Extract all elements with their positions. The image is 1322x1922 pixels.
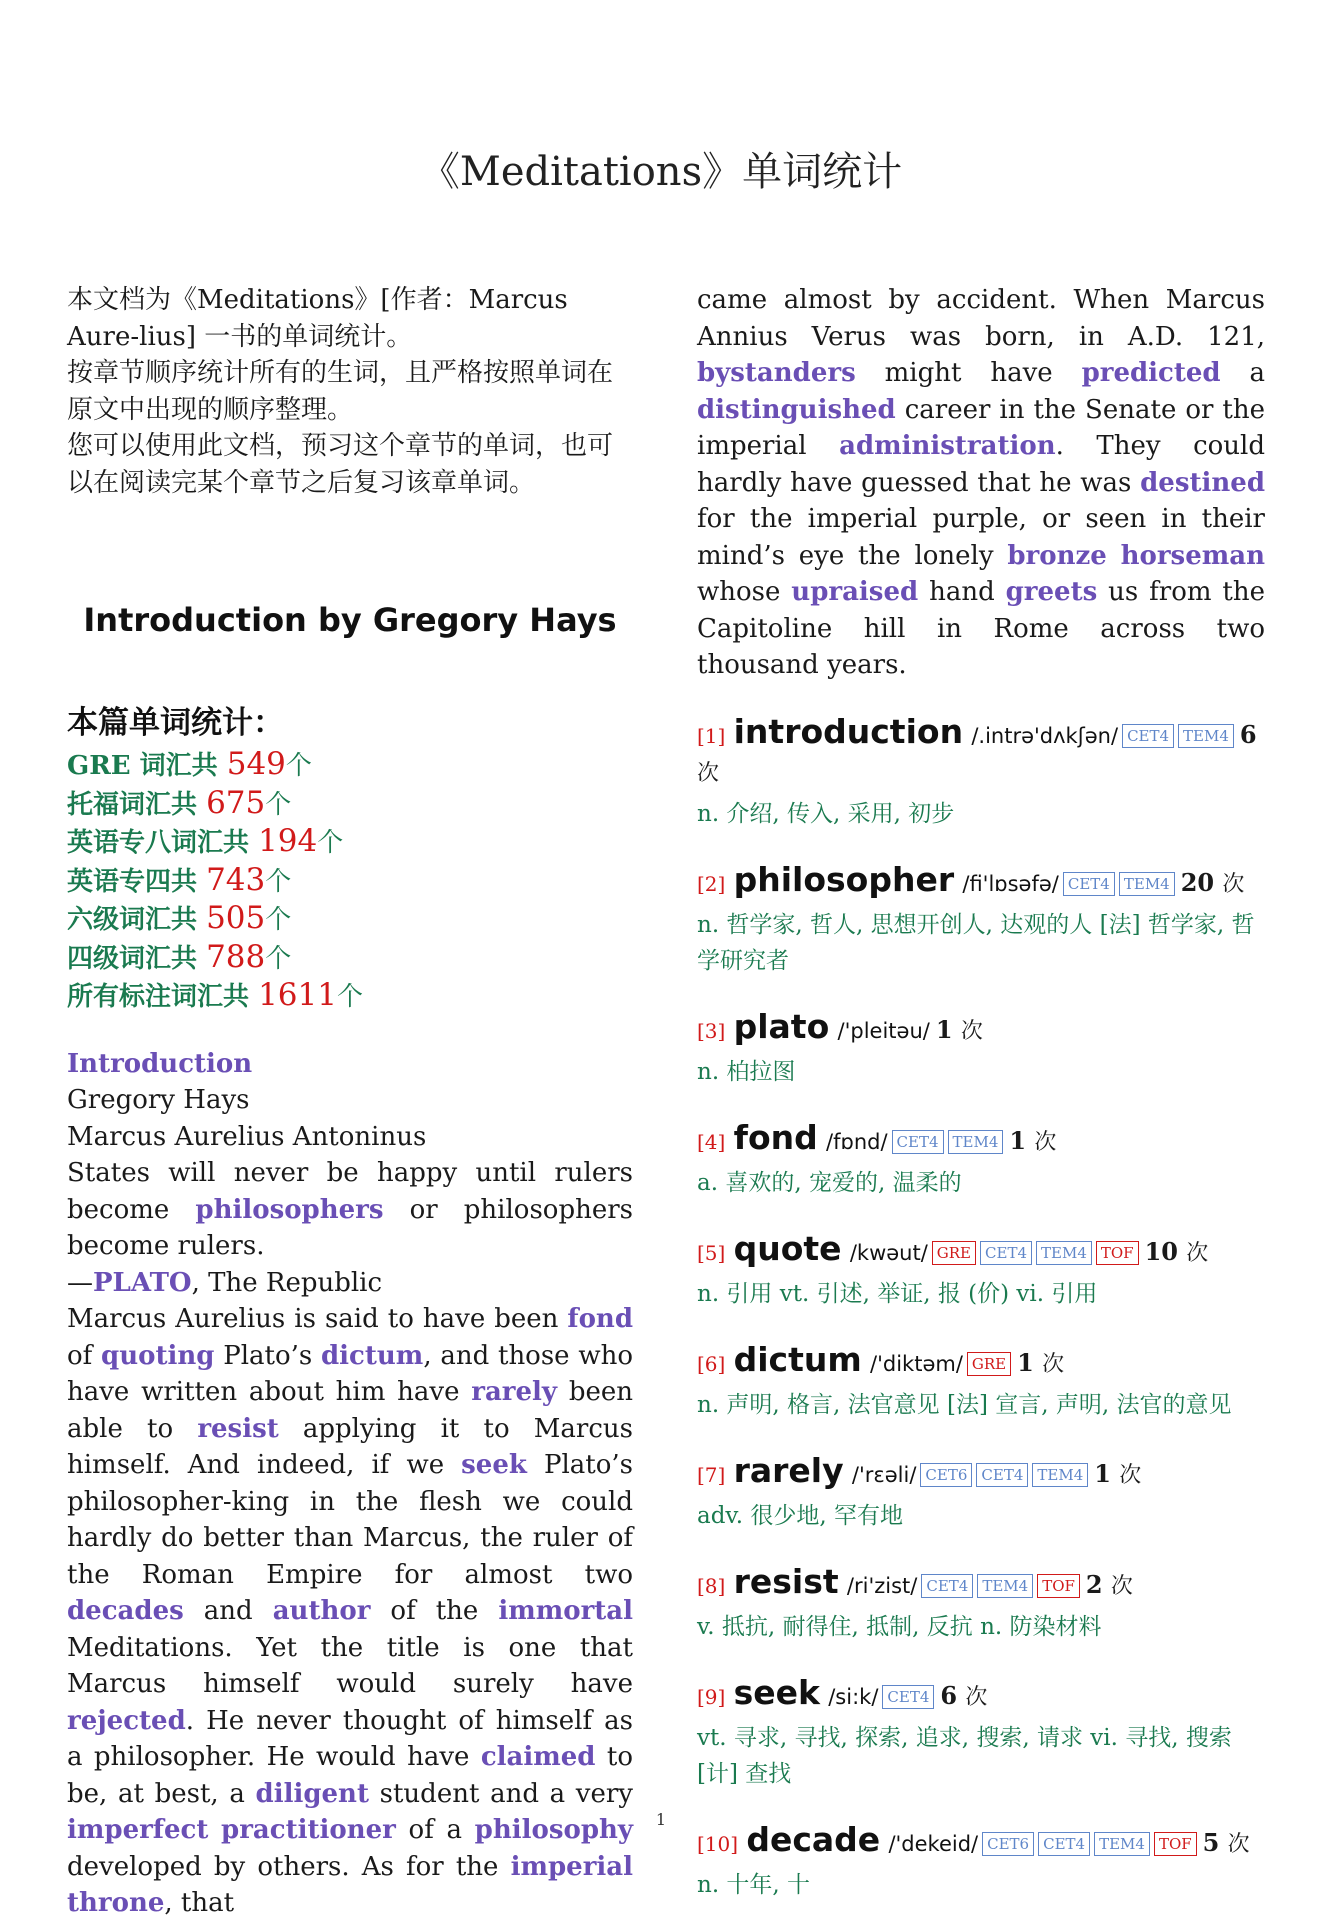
stat-row xyxy=(67,939,633,978)
text-run: Marcus Aurelius is said to have been xyxy=(67,1304,568,1334)
vocab-entry-head xyxy=(697,1339,1265,1383)
epigraph-text: or philosophers become rulers. xyxy=(67,1194,633,1261)
stat-row xyxy=(67,977,633,1016)
entry-phonetic: /.intrə'dʌkʃən/ xyxy=(971,723,1119,748)
entry-word: fond xyxy=(733,1117,818,1157)
entry-definition: n. 哲学家, 哲人, 思想开创人, 达观的人 [法] 哲学家, 哲学研究者 xyxy=(697,911,1255,974)
entry-count-unit: 次 xyxy=(960,1018,983,1044)
vocab-entry-head xyxy=(697,1450,1265,1494)
text-run: of the xyxy=(370,1596,499,1626)
entry-word: philosopher xyxy=(733,859,955,899)
keyword: horseman xyxy=(1120,540,1265,571)
entry-definition: v. 抵抗, 耐得住, 抵制, 反抗 n. 防染材料 xyxy=(697,1613,1102,1640)
entry-definition: n. 柏拉图 xyxy=(697,1058,796,1085)
entry-index: [9] xyxy=(697,1684,726,1709)
entry-tag: CET4 xyxy=(921,1574,973,1598)
keyword: dictum xyxy=(321,1340,424,1371)
keyword: throne xyxy=(67,1888,165,1918)
entry-tag: CET4 xyxy=(1038,1832,1090,1856)
entry-tag: CET4 xyxy=(1122,724,1174,748)
keyword: claimed xyxy=(480,1742,596,1772)
stat-row xyxy=(67,823,633,862)
entry-count: 6 xyxy=(1239,719,1257,749)
stat-row xyxy=(67,862,633,901)
keyword: predicted xyxy=(1081,358,1221,388)
keyword: diligent xyxy=(255,1778,369,1809)
text-run: been able to xyxy=(67,1377,633,1444)
entry-word: rarely xyxy=(733,1450,844,1490)
stat-label: 四级词汇共 xyxy=(67,943,207,974)
keyword: fond xyxy=(567,1304,633,1334)
entry-count-unit: 次 xyxy=(697,760,720,786)
stat-count: 1611 xyxy=(258,977,337,1013)
vocab-entry xyxy=(697,859,1265,979)
keyword: decades xyxy=(67,1596,184,1626)
entry-phonetic: /'rɛəli/ xyxy=(851,1462,917,1487)
vocab-entry xyxy=(697,1228,1265,1312)
entry-tag: CET6 xyxy=(920,1463,972,1487)
entry-tag: CET4 xyxy=(976,1463,1028,1487)
epigraph-dash: — xyxy=(67,1267,93,1298)
body-text xyxy=(67,1046,633,1922)
entry-tag: TOF xyxy=(1037,1574,1080,1598)
vocab-entry xyxy=(697,1561,1265,1645)
entry-index: [7] xyxy=(697,1462,726,1487)
vocab-entry-head xyxy=(697,1117,1265,1161)
stat-unit: 个 xyxy=(317,828,344,858)
entry-count: 2 xyxy=(1085,1569,1103,1599)
entry-index: [4] xyxy=(697,1129,726,1154)
entry-tag: TEM4 xyxy=(977,1574,1033,1598)
entry-count: 10 xyxy=(1144,1236,1178,1266)
keyword: rejected xyxy=(67,1705,186,1736)
entry-index: [2] xyxy=(697,871,726,896)
vocab-entry xyxy=(697,1117,1265,1201)
stat-count: 194 xyxy=(258,823,318,859)
vocab-entry xyxy=(697,1672,1265,1792)
entry-count: 6 xyxy=(940,1680,958,1710)
stat-row xyxy=(67,900,633,939)
page-title: 《Meditations》单词统计 xyxy=(419,149,903,195)
entry-definition: n. 声明, 格言, 法官意见 [法] 宣言, 声明, 法官的意见 xyxy=(697,1391,1232,1418)
stat-label: 托福词汇共 xyxy=(67,789,207,820)
text-run: came almost by accident. When Marcus Annius Verus was born, in A.D. 121, xyxy=(697,285,1265,352)
text-run: whose xyxy=(697,577,792,607)
stat-label: 英语专四共 xyxy=(67,866,207,897)
entry-tag: CET4 xyxy=(892,1130,944,1154)
entry-word: decade xyxy=(746,1819,881,1859)
right-column xyxy=(697,282,1265,1903)
text-run: , and those who have written about him have xyxy=(67,1340,633,1407)
vocab-list xyxy=(697,711,1265,1903)
entry-definition: n. 介绍, 传入, 采用, 初步 xyxy=(697,800,955,827)
vocab-entry-head xyxy=(697,1228,1265,1272)
epigraph-attribution xyxy=(67,1265,633,1302)
entry-count: 20 xyxy=(1180,867,1215,897)
stat-row xyxy=(67,746,633,785)
entry-tag: TOF xyxy=(1154,1832,1197,1856)
keyword: distinguished xyxy=(697,394,896,425)
keyword: immortal xyxy=(498,1596,633,1626)
stats-title: 本篇单词统计： xyxy=(67,705,284,741)
epigraph xyxy=(67,1155,633,1265)
text-run: . They could hardly have guessed that he was xyxy=(697,431,1266,498)
entry-phonetic: /si:k/ xyxy=(828,1684,879,1709)
text-run: . He never thought of himself as a philosopher. He would have xyxy=(67,1705,633,1772)
entry-tag: CET4 xyxy=(882,1685,934,1709)
intro-line: 本文档为《Meditations》[作者：Marcus Aure-lius] 一书的单词统计。 xyxy=(67,285,568,352)
vocab-entry-head xyxy=(697,1672,1265,1716)
entry-word: quote xyxy=(733,1228,842,1268)
stat-count: 505 xyxy=(206,900,266,936)
subject-line: Marcus Aurelius Antoninus xyxy=(67,1121,427,1152)
text-run: us from the Capitoline hill in Rome across two thousand years. xyxy=(697,577,1265,680)
stat-unit: 个 xyxy=(265,905,292,935)
entry-word: plato xyxy=(733,1006,830,1046)
entry-word: seek xyxy=(733,1672,820,1712)
vocab-entry xyxy=(697,1450,1265,1534)
entry-count-unit: 次 xyxy=(1227,1831,1250,1857)
intro-heading-link[interactable]: Introduction xyxy=(67,1048,253,1079)
entry-tag: TEM4 xyxy=(1036,1241,1092,1265)
entry-tag: TEM4 xyxy=(1178,724,1234,748)
epigraph-source: , The Republic xyxy=(191,1267,383,1298)
stat-unit: 个 xyxy=(265,943,292,974)
stat-count: 675 xyxy=(206,784,266,821)
stat-unit: 个 xyxy=(285,751,312,781)
keyword: PLATO xyxy=(93,1267,192,1298)
author-line: Gregory Hays xyxy=(67,1085,250,1115)
entry-phonetic: /'pleitəu/ xyxy=(837,1018,930,1043)
entry-tag: GRE xyxy=(967,1352,1011,1376)
entry-count: 1 xyxy=(1009,1125,1027,1155)
keyword: imperial xyxy=(510,1851,633,1882)
vocab-entry-head xyxy=(697,859,1265,903)
entry-definition: n. 十年, 十 xyxy=(697,1871,811,1898)
entry-phonetic: /fɒnd/ xyxy=(826,1129,888,1154)
keyword: seek xyxy=(461,1450,527,1480)
entry-count-unit: 次 xyxy=(965,1684,988,1710)
stats-list xyxy=(67,746,633,1016)
entry-index: [1] xyxy=(697,723,726,748)
text-run: career in the Senate or the imperial xyxy=(697,394,1265,461)
stat-label: 英语专八词汇共 xyxy=(67,828,259,858)
vocab-entry xyxy=(697,1819,1265,1903)
entry-count-unit: 次 xyxy=(1110,1573,1133,1599)
text-run: Plato’s philosopher-king in the flesh we could hardly do better than Marcus, the ruler of the Roman Empire for almost two xyxy=(67,1450,633,1590)
keyword: destined xyxy=(1140,467,1265,498)
keyword: resist xyxy=(197,1413,279,1444)
stat-count: 743 xyxy=(206,861,266,898)
entry-definition: adv. 很少地, 罕有地 xyxy=(697,1502,903,1529)
keyword: bystanders xyxy=(697,358,856,388)
stat-unit: 个 xyxy=(336,982,363,1012)
entry-definition: a. 喜欢的, 宠爱的, 温柔的 xyxy=(697,1169,962,1196)
entry-tag: CET6 xyxy=(982,1832,1034,1856)
entry-index: [6] xyxy=(697,1351,726,1376)
keyword: greets xyxy=(1005,577,1098,607)
entry-index: [3] xyxy=(697,1018,726,1043)
stat-unit: 个 xyxy=(265,866,292,897)
entry-word: dictum xyxy=(733,1339,862,1379)
entry-count: 1 xyxy=(1017,1347,1034,1377)
text-run: , that xyxy=(164,1888,235,1918)
stat-label: GRE 词汇共 xyxy=(67,751,227,781)
stat-count: 549 xyxy=(226,746,286,782)
text-run: hand xyxy=(918,577,1006,607)
keyword: practitioner xyxy=(221,1815,396,1845)
entry-phonetic: /kwəut/ xyxy=(849,1240,928,1265)
entry-definition: vt. 寻求, 寻找, 探索, 追求, 搜索, 请求 vi. 寻找, 搜索 [计] 查找 xyxy=(697,1724,1232,1787)
stat-row xyxy=(67,785,633,824)
stat-unit: 个 xyxy=(265,789,292,820)
stat-label: 六级词汇共 xyxy=(67,905,207,935)
keyword: administration xyxy=(839,431,1056,461)
entry-phonetic: /'diktəm/ xyxy=(870,1351,963,1376)
entry-tag: CET4 xyxy=(1063,872,1115,896)
entry-count: 1 xyxy=(935,1014,953,1044)
entry-index: [8] xyxy=(697,1573,726,1598)
text-run: Meditations. Yet the title is one that Marcus himself would surely have xyxy=(67,1632,633,1699)
keyword: philosophers xyxy=(195,1194,384,1225)
text-run: and xyxy=(183,1596,273,1626)
text-run: of xyxy=(67,1340,102,1371)
keyword: quoting xyxy=(101,1340,215,1371)
entry-tag: TOF xyxy=(1096,1241,1139,1265)
text-run xyxy=(1107,541,1121,571)
vocab-entry-head xyxy=(697,1006,1265,1050)
entry-count: 5 xyxy=(1202,1827,1220,1857)
text-run: for the imperial purple, or seen in their mind’s eye the lonely xyxy=(697,504,1265,571)
entry-word: resist xyxy=(733,1561,839,1601)
entry-count-unit: 次 xyxy=(1222,871,1245,897)
vocab-entry-head xyxy=(697,711,1265,792)
text-run: student and a very xyxy=(368,1778,633,1809)
entry-tag: TEM4 xyxy=(1094,1832,1150,1856)
entry-word: introduction xyxy=(733,711,964,751)
intro-line: 您可以使用此文档，预习这个章节的单词，也可以在阅读完某个章节之后复习该章单词。 xyxy=(67,431,614,498)
entry-tag: TEM4 xyxy=(1119,872,1175,896)
text-run: might have xyxy=(855,358,1082,388)
vocab-entry xyxy=(697,1006,1265,1090)
text-run: applying it to Marcus himself. And indeed, if we xyxy=(67,1413,633,1480)
entry-count: 1 xyxy=(1094,1458,1111,1488)
entry-count-unit: 次 xyxy=(1119,1462,1142,1488)
paragraph xyxy=(697,282,1265,684)
entry-tag: GRE xyxy=(932,1241,976,1265)
text-run: a xyxy=(1220,358,1266,388)
vocab-entry xyxy=(697,1339,1265,1423)
keyword: imperfect xyxy=(67,1815,209,1845)
text-run: developed by others. As for the xyxy=(67,1851,511,1882)
entry-count-unit: 次 xyxy=(1034,1129,1057,1155)
text-run: of a xyxy=(395,1815,475,1845)
entry-tag: TEM4 xyxy=(948,1130,1004,1154)
entry-index: [10] xyxy=(697,1831,739,1856)
entry-count-unit: 次 xyxy=(1186,1240,1209,1266)
epigraph-text: States will never be happy until rulers become xyxy=(67,1158,633,1225)
left-column xyxy=(67,282,633,1922)
entry-tag: TEM4 xyxy=(1032,1463,1088,1487)
keyword: upraised xyxy=(791,577,919,607)
keyword: philosophy xyxy=(474,1815,634,1845)
intro-line: 按章节顺序统计所有的生词，且严格按照单词在原文中出现的顺序整理。 xyxy=(67,358,614,425)
entry-index: [5] xyxy=(697,1240,726,1265)
stat-count: 788 xyxy=(206,938,266,975)
text-run: to be, at best, a xyxy=(67,1742,633,1809)
text-run: Plato’s xyxy=(214,1340,321,1371)
entry-count-unit: 次 xyxy=(1042,1351,1065,1377)
entry-phonetic: /ri'zist/ xyxy=(846,1573,918,1598)
page-number: 1 xyxy=(655,1810,667,1829)
vocab-entry-head xyxy=(697,1561,1265,1605)
entry-tag: CET4 xyxy=(980,1241,1032,1265)
entry-phonetic: /'dekeid/ xyxy=(888,1831,979,1856)
keyword: bronze xyxy=(1007,540,1107,571)
section-title: Introduction by Gregory Hays xyxy=(83,601,617,639)
vocab-entry xyxy=(697,711,1265,832)
entry-definition: n. 引用 vt. 引述, 举证, 报 (价) vi. 引用 xyxy=(697,1280,1098,1307)
stat-label: 所有标注词汇共 xyxy=(67,982,259,1012)
entry-phonetic: /fi'lɒsəfə/ xyxy=(962,871,1059,896)
keyword: rarely xyxy=(471,1377,558,1407)
keyword: author xyxy=(272,1596,371,1626)
